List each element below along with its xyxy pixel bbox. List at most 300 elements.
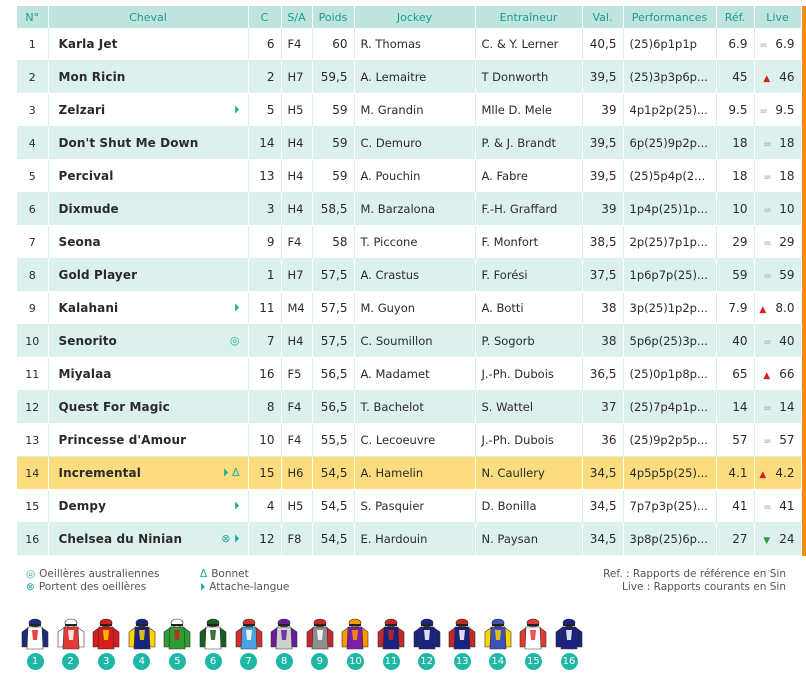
- cell-value: 38: [582, 292, 623, 325]
- silk-number-badge: 14: [489, 653, 506, 670]
- live-odds: 24: [779, 532, 795, 546]
- cell-weight: 58,5: [312, 193, 354, 226]
- australian-blinkers-icon: ◎: [26, 568, 36, 580]
- cell-live: [754, 160, 801, 193]
- cell-live: [754, 523, 801, 556]
- jockey-silk[interactable]: [552, 618, 586, 670]
- jockey-silk[interactable]: [18, 618, 52, 670]
- cell-performances: (25)0p1p8p...: [623, 358, 716, 391]
- cell-ref: 57: [716, 424, 754, 457]
- cell-ref: 65: [716, 358, 754, 391]
- table-row[interactable]: [17, 325, 806, 358]
- cell-num: 7: [17, 226, 48, 259]
- cell-live: [754, 61, 801, 94]
- horse-name[interactable]: Princesse d'Amour: [58, 433, 187, 447]
- cell-corde: 8: [248, 391, 281, 424]
- jockey-silk[interactable]: [54, 618, 88, 670]
- cell-sa: H5: [281, 94, 312, 127]
- cell-performances: 6p(25)9p2p...: [623, 127, 716, 160]
- cell-weight: 57,5: [312, 292, 354, 325]
- horse-name[interactable]: Quest For Magic: [58, 400, 170, 414]
- silk-number-badge: 5: [169, 653, 186, 670]
- col-header-num[interactable]: N°: [17, 6, 48, 28]
- tongue-tie-icon: ⏵: [200, 581, 206, 593]
- cell-horse[interactable]: [48, 193, 248, 226]
- horse-name[interactable]: Gold Player: [58, 268, 138, 282]
- cell-ref: 29: [716, 226, 754, 259]
- horse-name[interactable]: Kalahani: [58, 301, 119, 315]
- legend-left: [26, 568, 159, 594]
- horse-name[interactable]: Percival: [58, 169, 114, 183]
- legend-middle: [200, 568, 289, 594]
- cell-value: 39: [582, 193, 623, 226]
- silk-icon: [410, 618, 444, 650]
- equipment-icon: ⏵: [234, 103, 240, 116]
- equipment-icon: ⏵ Δ: [222, 466, 240, 479]
- cell-num: 10: [17, 325, 48, 358]
- cell-performances: 1p6p7p(25)...: [623, 259, 716, 292]
- cell-horse[interactable]: [48, 94, 248, 127]
- table-row[interactable]: [17, 424, 806, 457]
- cell-corde: 10: [248, 424, 281, 457]
- col-header-live[interactable]: Live: [754, 6, 801, 28]
- cell-sa: H4: [281, 127, 312, 160]
- orange-edge: [801, 391, 806, 424]
- horse-name[interactable]: Zelzari: [58, 103, 106, 117]
- cell-sa: F4: [281, 424, 312, 457]
- cell-value: 36,5: [582, 358, 623, 391]
- silk-number-badge: 8: [276, 653, 293, 670]
- jockey-silk[interactable]: [445, 618, 479, 670]
- cell-weight: 54,5: [312, 457, 354, 490]
- cell-live: [754, 226, 801, 259]
- cell-corde: 14: [248, 127, 281, 160]
- trend-equal-icon: =: [763, 436, 772, 447]
- jockey-silk[interactable]: [267, 618, 301, 670]
- legend-australian-blinkers: ◎ Oeillères australiennes: [26, 568, 160, 580]
- cell-jockey: A. Lemaitre: [354, 61, 475, 94]
- cell-weight: 58: [312, 226, 354, 259]
- cell-performances: (25)6p1p1p: [623, 28, 716, 61]
- cell-horse[interactable]: [48, 325, 248, 358]
- cell-jockey: M. Barzalona: [354, 193, 475, 226]
- cell-horse[interactable]: [48, 226, 248, 259]
- cell-value: 39: [582, 94, 623, 127]
- horse-name[interactable]: Seona: [58, 235, 101, 249]
- cell-value: 38: [582, 325, 623, 358]
- cell-horse[interactable]: [48, 457, 248, 490]
- cell-ref: 18: [716, 127, 754, 160]
- table-row[interactable]: [17, 523, 806, 556]
- cell-num: 14: [17, 457, 48, 490]
- cell-num: 11: [17, 358, 48, 391]
- cell-weight: 56,5: [312, 391, 354, 424]
- cell-weight: 57,5: [312, 259, 354, 292]
- cell-trainer: P. & J. Brandt: [475, 127, 582, 160]
- cell-value: 34,5: [582, 457, 623, 490]
- horse-name[interactable]: Senorito: [58, 334, 117, 348]
- cell-num: 5: [17, 160, 48, 193]
- cell-jockey: T. Piccone: [354, 226, 475, 259]
- table-row[interactable]: [17, 160, 806, 193]
- cell-corde: 1: [248, 259, 281, 292]
- table-row[interactable]: [17, 61, 806, 94]
- orange-edge: [801, 424, 806, 457]
- table-row[interactable]: [17, 28, 806, 61]
- silk-icon: [54, 618, 88, 650]
- cell-corde: 15: [248, 457, 281, 490]
- silk-icon: [160, 618, 194, 650]
- equipment-icon: ⏵: [234, 301, 240, 314]
- cell-performances: (25)3p3p6p...: [623, 61, 716, 94]
- silk-number-badge: 10: [347, 653, 364, 670]
- cell-performances: 7p7p3p(25)...: [623, 490, 716, 523]
- cell-weight: 55,5: [312, 424, 354, 457]
- equipment-icon: ◎: [229, 334, 240, 347]
- cell-jockey: T. Bachelot: [354, 391, 475, 424]
- cell-horse[interactable]: [48, 490, 248, 523]
- live-odds: 18: [779, 169, 795, 183]
- cell-sa: H6: [281, 457, 312, 490]
- cell-value: 39,5: [582, 127, 623, 160]
- cell-num: 1: [17, 28, 48, 61]
- table-body: [17, 28, 806, 556]
- silk-number-badge: 16: [561, 653, 578, 670]
- cell-sa: H7: [281, 61, 312, 94]
- live-odds: 59: [779, 268, 795, 282]
- cell-value: 38,5: [582, 226, 623, 259]
- trend-up-icon: ▲: [763, 371, 771, 381]
- cell-jockey: M. Guyon: [354, 292, 475, 325]
- cell-weight: 59,5: [312, 61, 354, 94]
- cell-trainer: A. Botti: [475, 292, 582, 325]
- cell-live: [754, 391, 801, 424]
- silk-icon: [196, 618, 230, 650]
- live-odds: 29: [779, 235, 795, 249]
- cell-jockey: C. Demuro: [354, 127, 475, 160]
- jockey-silk[interactable]: [516, 618, 550, 670]
- cell-weight: 57,5: [312, 325, 354, 358]
- jockey-silk[interactable]: [196, 618, 230, 670]
- cell-value: 39,5: [582, 160, 623, 193]
- cell-jockey: S. Pasquier: [354, 490, 475, 523]
- table-row[interactable]: [17, 94, 806, 127]
- cell-ref: 9.5: [716, 94, 754, 127]
- cell-live: [754, 127, 801, 160]
- cell-performances: 2p(25)7p1p...: [623, 226, 716, 259]
- live-odds: 8.0: [775, 301, 795, 315]
- table-row[interactable]: [17, 457, 806, 490]
- silk-icon: [232, 618, 266, 650]
- trend-down-icon: ▼: [763, 536, 771, 546]
- live-odds: 10: [779, 202, 795, 216]
- silk-icon: [125, 618, 159, 650]
- cell-trainer: C. & Y. Lerner: [475, 28, 582, 61]
- table-row[interactable]: [17, 127, 806, 160]
- cell-jockey: M. Grandin: [354, 94, 475, 127]
- silk-number-badge: 12: [418, 653, 435, 670]
- col-header-horse[interactable]: Cheval: [48, 6, 248, 28]
- col-header-corde[interactable]: C: [248, 6, 281, 28]
- cell-weight: 59: [312, 94, 354, 127]
- cell-performances: (25)5p4p(2...: [623, 160, 716, 193]
- equipment-icon: ⏵: [234, 499, 240, 512]
- horse-name[interactable]: Incremental: [58, 466, 141, 480]
- jockey-silk[interactable]: [410, 618, 444, 670]
- trend-equal-icon: =: [763, 502, 772, 513]
- trend-equal-icon: =: [759, 40, 768, 51]
- cell-performances: 5p6p(25)3p...: [623, 325, 716, 358]
- horse-name[interactable]: Miyalaa: [58, 367, 112, 381]
- cell-ref: 18: [716, 160, 754, 193]
- cell-sa: F4: [281, 28, 312, 61]
- trend-equal-icon: =: [763, 271, 772, 282]
- cell-weight: 54,5: [312, 523, 354, 556]
- cell-value: 40,5: [582, 28, 623, 61]
- cell-jockey: E. Hardouin: [354, 523, 475, 556]
- cell-performances: 3p(25)1p2p...: [623, 292, 716, 325]
- cell-trainer: Mlle D. Mele: [475, 94, 582, 127]
- horse-name[interactable]: Dempy: [58, 499, 107, 513]
- trend-up-icon: ▲: [763, 74, 771, 84]
- cell-horse[interactable]: [48, 259, 248, 292]
- cell-ref: 40: [716, 325, 754, 358]
- jockey-silk[interactable]: [160, 618, 194, 670]
- cell-jockey: C. Soumillon: [354, 325, 475, 358]
- cell-horse[interactable]: [48, 127, 248, 160]
- cell-corde: 9: [248, 226, 281, 259]
- live-odds: 18: [779, 136, 795, 150]
- cell-live: [754, 490, 801, 523]
- cell-sa: H7: [281, 259, 312, 292]
- cell-num: 15: [17, 490, 48, 523]
- cell-horse[interactable]: [48, 292, 248, 325]
- col-header-trainer[interactable]: Entraîneur: [475, 6, 582, 28]
- cell-horse[interactable]: [48, 160, 248, 193]
- cell-corde: 13: [248, 160, 281, 193]
- cell-horse[interactable]: [48, 28, 248, 61]
- cell-performances: (25)9p2p5p...: [623, 424, 716, 457]
- cell-jockey: C. Lecoeuvre: [354, 424, 475, 457]
- silk-number-badge: 7: [240, 653, 257, 670]
- live-odds: 41: [779, 499, 795, 513]
- cell-num: 9: [17, 292, 48, 325]
- cell-corde: 11: [248, 292, 281, 325]
- orange-edge: [801, 94, 806, 127]
- col-header-sa[interactable]: S/A: [281, 6, 312, 28]
- table-row[interactable]: [17, 259, 806, 292]
- cell-trainer: A. Fabre: [475, 160, 582, 193]
- orange-edge: [801, 6, 806, 28]
- cell-value: 39,5: [582, 61, 623, 94]
- cell-performances: 4p1p2p(25)...: [623, 94, 716, 127]
- cell-weight: 59: [312, 127, 354, 160]
- cell-ref: 59: [716, 259, 754, 292]
- jockey-silk[interactable]: [232, 618, 266, 670]
- silk-number-badge: 1: [27, 653, 44, 670]
- orange-edge: [801, 457, 806, 490]
- cell-ref: 4.1: [716, 457, 754, 490]
- cell-sa: H5: [281, 490, 312, 523]
- cell-num: 3: [17, 94, 48, 127]
- cell-trainer: P. Sogorb: [475, 325, 582, 358]
- live-odds: 14: [779, 400, 795, 414]
- table-row[interactable]: [17, 391, 806, 424]
- table-row[interactable]: [17, 490, 806, 523]
- col-header-performances[interactable]: Performances: [623, 6, 716, 28]
- jockey-silk[interactable]: [89, 618, 123, 670]
- silk-icon: [89, 618, 123, 650]
- orange-edge: [801, 292, 806, 325]
- cell-trainer: N. Paysan: [475, 523, 582, 556]
- blinkers-icon: ⊗: [26, 581, 35, 593]
- horse-name[interactable]: Chelsea du Ninian: [58, 532, 183, 546]
- orange-edge: [801, 160, 806, 193]
- cell-num: 4: [17, 127, 48, 160]
- cell-trainer: F.-H. Graffard: [475, 193, 582, 226]
- jockey-silk[interactable]: [481, 618, 515, 670]
- legend-blinkers: ⊗ Portent des oeillères: [26, 581, 147, 593]
- horse-name[interactable]: Mon Ricin: [58, 70, 126, 84]
- table-row[interactable]: [17, 358, 806, 391]
- cell-sa: H4: [281, 193, 312, 226]
- cell-value: 37: [582, 391, 623, 424]
- cell-num: 16: [17, 523, 48, 556]
- cell-jockey: A. Hamelin: [354, 457, 475, 490]
- cell-value: 34,5: [582, 523, 623, 556]
- live-odds: 4.2: [775, 466, 795, 480]
- orange-edge: [801, 490, 806, 523]
- cell-sa: F4: [281, 391, 312, 424]
- trend-equal-icon: =: [763, 337, 772, 348]
- cell-trainer: J.-Ph. Dubois: [475, 358, 582, 391]
- silk-number-badge: 11: [383, 653, 400, 670]
- cell-corde: 2: [248, 61, 281, 94]
- cell-num: 8: [17, 259, 48, 292]
- live-odds: 6.9: [775, 37, 795, 51]
- jockey-silk[interactable]: [125, 618, 159, 670]
- cell-horse[interactable]: [48, 523, 248, 556]
- cell-performances: 4p5p5p(25)...: [623, 457, 716, 490]
- live-odds: 57: [779, 433, 795, 447]
- cell-corde: 6: [248, 28, 281, 61]
- col-header-ref[interactable]: Réf.: [716, 6, 754, 28]
- cell-weight: 54,5: [312, 490, 354, 523]
- cell-weight: 60: [312, 28, 354, 61]
- trend-equal-icon: =: [759, 106, 768, 117]
- orange-edge: [801, 226, 806, 259]
- silk-icon: [481, 618, 515, 650]
- horse-name[interactable]: Dixmude: [58, 202, 119, 216]
- bonnet-icon: Δ: [200, 568, 208, 580]
- cell-live: [754, 28, 801, 61]
- live-odds: 40: [779, 334, 795, 348]
- col-header-weight[interactable]: Poids: [312, 6, 354, 28]
- cell-corde: 12: [248, 523, 281, 556]
- cell-trainer: J.-Ph. Dubois: [475, 424, 582, 457]
- silk-number-badge: 2: [62, 653, 79, 670]
- cell-horse[interactable]: [48, 358, 248, 391]
- cell-ref: 27: [716, 523, 754, 556]
- horse-name[interactable]: Don't Shut Me Down: [58, 136, 199, 150]
- jockey-silk[interactable]: [303, 618, 337, 670]
- cell-weight: 56,5: [312, 358, 354, 391]
- silk-icon: [338, 618, 372, 650]
- cell-trainer: D. Bonilla: [475, 490, 582, 523]
- cell-sa: F5: [281, 358, 312, 391]
- cell-corde: 4: [248, 490, 281, 523]
- trend-equal-icon: =: [763, 403, 772, 414]
- cell-sa: M4: [281, 292, 312, 325]
- trend-up-icon: ▲: [759, 305, 767, 315]
- ref-note: Ref. : Rapports de référence en Sin: [603, 568, 786, 580]
- cell-horse[interactable]: [48, 424, 248, 457]
- cell-trainer: N. Caullery: [475, 457, 582, 490]
- cell-corde: 5: [248, 94, 281, 127]
- cell-trainer: F. Monfort: [475, 226, 582, 259]
- trend-equal-icon: =: [763, 205, 772, 216]
- cell-ref: 41: [716, 490, 754, 523]
- legend-tongue-tie: ⏵ Attache-langue: [200, 581, 290, 593]
- cell-ref: 10: [716, 193, 754, 226]
- cell-live: [754, 94, 801, 127]
- jockey-silk[interactable]: [374, 618, 408, 670]
- cell-live: [754, 358, 801, 391]
- cell-trainer: S. Wattel: [475, 391, 582, 424]
- live-odds: 66: [779, 367, 795, 381]
- cell-num: 12: [17, 391, 48, 424]
- silk-number-badge: 4: [133, 653, 150, 670]
- live-odds: 46: [779, 70, 795, 84]
- legend-bonnet: Δ Bonnet: [200, 568, 249, 580]
- trend-up-icon: ▲: [759, 470, 767, 480]
- silk-number-badge: 13: [454, 653, 471, 670]
- cell-live: [754, 424, 801, 457]
- cell-sa: H4: [281, 325, 312, 358]
- cell-weight: 59: [312, 160, 354, 193]
- cell-trainer: T Donworth: [475, 61, 582, 94]
- silk-icon: [516, 618, 550, 650]
- col-header-value[interactable]: Val.: [582, 6, 623, 28]
- jockey-silk[interactable]: [338, 618, 372, 670]
- cell-live: [754, 193, 801, 226]
- cell-corde: 3: [248, 193, 281, 226]
- runners-table: [17, 6, 806, 556]
- cell-horse[interactable]: [48, 61, 248, 94]
- runners-table-container: [17, 6, 795, 556]
- table-row[interactable]: [17, 193, 806, 226]
- live-note: Live : Rapports courants en Sin: [621, 581, 786, 593]
- table-header-row: [17, 6, 806, 28]
- cell-sa: H4: [281, 160, 312, 193]
- cell-jockey: A. Madamet: [354, 358, 475, 391]
- cell-performances: (25)7p4p1p...: [623, 391, 716, 424]
- cell-jockey: A. Crastus: [354, 259, 475, 292]
- trend-equal-icon: =: [763, 172, 772, 183]
- silk-icon: [445, 618, 479, 650]
- table-row[interactable]: [17, 292, 806, 325]
- cell-ref: 7.9: [716, 292, 754, 325]
- col-header-jockey[interactable]: Jockey: [354, 6, 475, 28]
- cell-horse[interactable]: [48, 391, 248, 424]
- legend-right: [603, 568, 786, 594]
- cell-corde: 16: [248, 358, 281, 391]
- horse-name[interactable]: Karla Jet: [58, 37, 118, 51]
- cell-performances: 3p8p(25)6p...: [623, 523, 716, 556]
- silk-icon: [374, 618, 408, 650]
- trend-equal-icon: =: [763, 139, 772, 150]
- table-row[interactable]: [17, 226, 806, 259]
